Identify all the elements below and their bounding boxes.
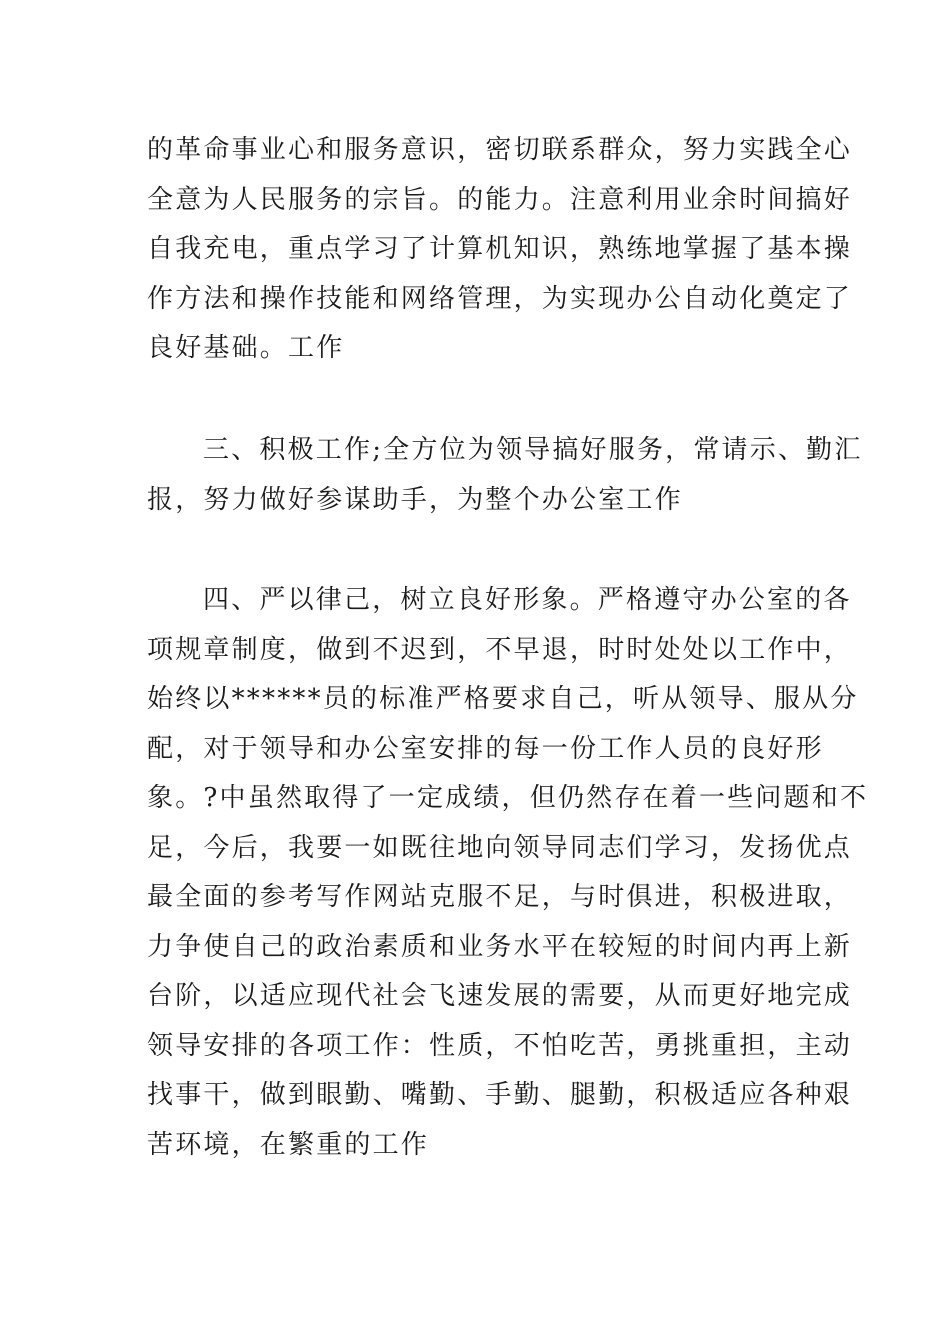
paragraph-line: 找事干，做到眼勤、嘴勤、手勤、腿勤，积极适应各种艰 <box>147 1080 853 1110</box>
paragraph-line: 自我充电，重点学习了计算机知识，熟练地掌握了基本操 <box>147 234 853 264</box>
paragraph-line: 作方法和操作技能和网络管理，为实现办公自动化奠定了 <box>147 283 853 314</box>
paragraph-line: 三、积极工作;全方位为领导搞好服务，常请示、勤汇 <box>203 435 863 465</box>
paragraph-line: 项规章制度，做到不迟到，不早退，时时处处以工作中， <box>147 634 853 665</box>
paragraph-line: 始终以******员的标准严格要求自己，听从领导、服从分 <box>147 684 859 714</box>
paragraph-line: 全意为人民服务的宗旨。的能力。注意利用业余时间搞好 <box>147 184 853 215</box>
paragraph-line: 最全面的参考写作网站克服不足，与时俱进，积极进取， <box>147 882 853 912</box>
paragraph-line: 苦环境，在繁重的工作 <box>147 1129 430 1160</box>
paragraph-line: 的革命事业心和服务意识，密切联系群众，努力实践全心 <box>147 135 853 165</box>
paragraph-2 <box>147 426 863 525</box>
paragraph-line: 领导安排的各项工作：性质，不怕吃苦，勇挑重担，主动 <box>147 1030 853 1061</box>
paragraph-line: 报，努力做好参谋助手，为整个办公室工作 <box>147 484 683 515</box>
paragraph-line: 足，今后，我要一如既往地向领导同志们学习，发扬优点 <box>147 832 853 863</box>
paragraph-line: 象。?中虽然取得了一定成绩，但仍然存在着一些问题和不 <box>147 783 869 813</box>
paragraph-line <box>147 1170 807 1220</box>
paragraph-line: 四、严以律己，树立良好形象。严格遵守办公室的各 <box>203 585 852 615</box>
paragraph-line: 台阶，以适应现代社会飞速发展的需要，从而更好地完成 <box>147 981 853 1011</box>
paragraph-1 <box>147 126 853 374</box>
paragraph-line: 力争使自己的政治素质和业务水平在较短的时间内再上新 <box>147 931 853 962</box>
paragraph-line: 良好基础。工作 <box>147 333 345 363</box>
paragraph-line: 配，对于领导和办公室安排的每一份工作人员的良好形 <box>147 733 824 764</box>
paragraph-3 <box>147 576 869 1220</box>
